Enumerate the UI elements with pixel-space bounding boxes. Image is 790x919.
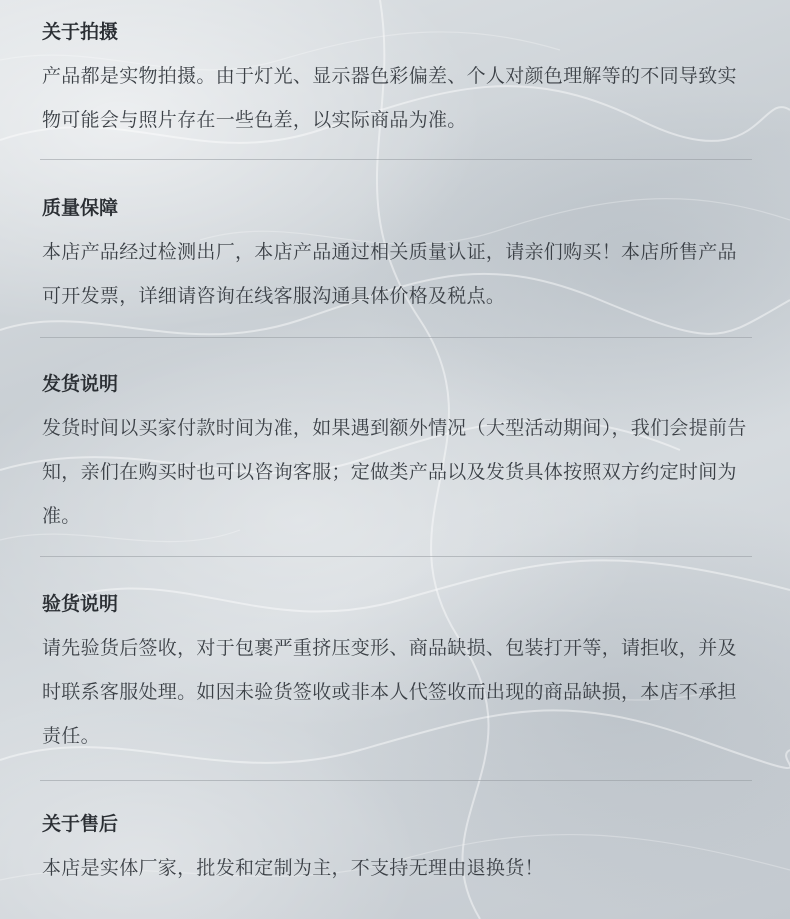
section-after-sales (42, 812, 752, 890)
section-title: 验货说明 (42, 593, 119, 615)
section-divider (40, 780, 752, 781)
section-inspection-info (42, 592, 752, 758)
section-title: 关于售后 (42, 813, 119, 835)
section-divider (40, 556, 752, 557)
section-shipping-info (42, 372, 752, 538)
section-title: 发货说明 (42, 373, 119, 395)
section-body: 发货时间以买家付款时间为准，如果遇到额外情况（大型活动期间），我们会提前告知，亲们在购买时也可以咨询客服；定做类产品以及发货具体按照双方约定时间为准。 (42, 417, 747, 527)
section-about-photos (42, 20, 752, 142)
section-body: 本店是实体厂家，批发和定制为主，不支持无理由退换货！ (42, 857, 544, 879)
section-title: 关于拍摄 (42, 21, 119, 43)
section-quality-assurance (42, 196, 752, 318)
section-divider (40, 337, 752, 338)
section-body: 请先验货后签收，对于包裹严重挤压变形、商品缺损、包装打开等，请拒收，并及时联系客服处理。如因未验货签收或非本人代签收而出现的商品缺损，本店不承担责任。 (42, 637, 737, 747)
section-body: 本店产品经过检测出厂，本店产品通过相关质量认证，请亲们购买！本店所售产品可开发票，详细请咨询在线客服沟通具体价格及税点。 (42, 241, 737, 307)
section-title: 质量保障 (42, 197, 119, 219)
section-divider (40, 159, 752, 160)
section-body: 产品都是实物拍摄。由于灯光、显示器色彩偏差、个人对颜色理解等的不同导致实物可能会与照片存在一些色差，以实际商品为准。 (42, 65, 737, 131)
